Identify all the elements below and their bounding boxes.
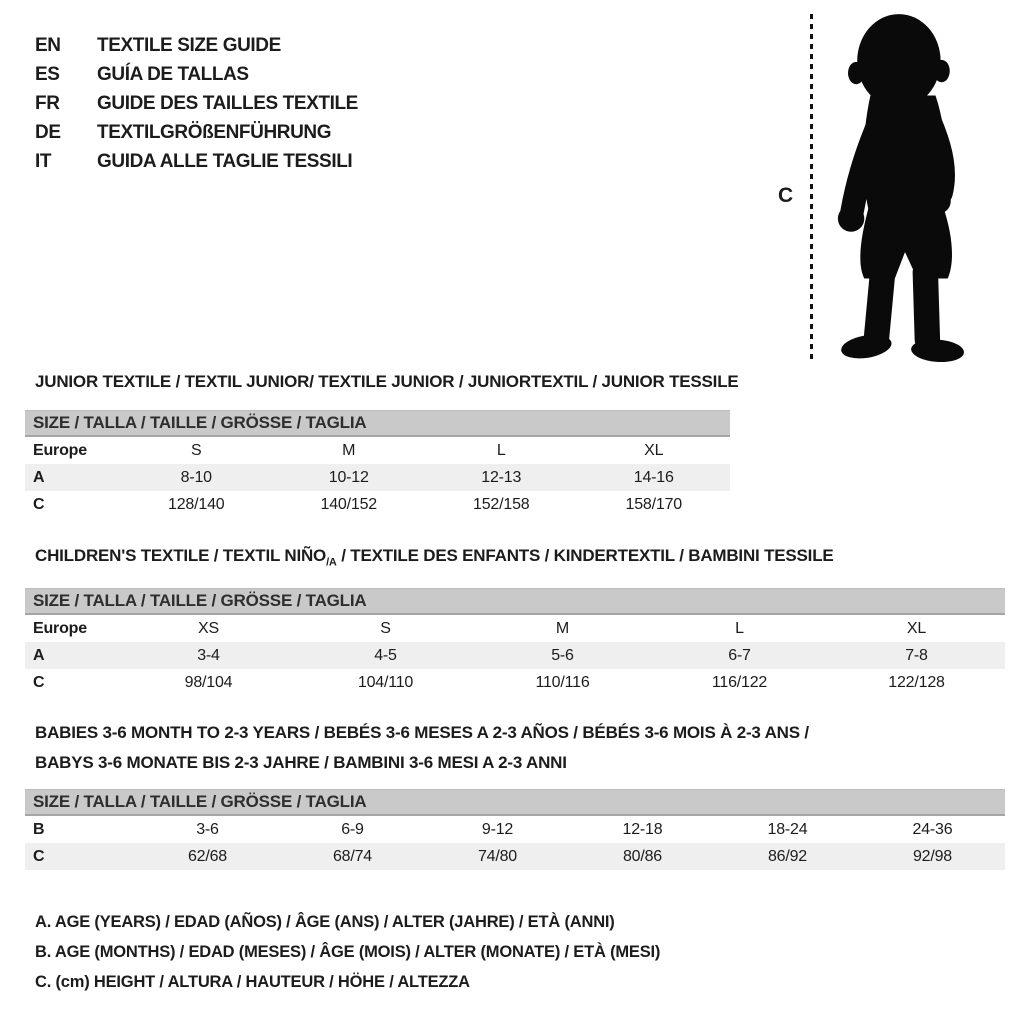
size-value: XS [198,619,219,637]
babies-size-table [25,789,1005,870]
age-value: 14-16 [633,468,674,486]
height-dotted-line [810,14,813,360]
children-title-sub: /A [326,556,337,569]
babies-section-title [35,723,809,783]
language-title: GUÍA DE TALLAS [97,63,249,85]
height-value: 92/98 [912,847,953,865]
age-value: 3-6 [196,820,219,838]
toddler-silhouette-icon [820,10,990,366]
table-row-age-months [25,816,1005,843]
table-row-height [25,491,730,518]
age-value: 5-6 [551,646,574,664]
height-value: 98/104 [184,673,233,691]
children-section-title [35,546,834,568]
size-value: S [380,619,391,637]
height-value: 80/86 [622,847,663,865]
row-label: C [33,847,45,865]
size-value: XL [906,619,927,637]
language-title: TEXTILGRÖßENFÜHRUNG [97,121,332,143]
language-code: ES [35,63,60,85]
babies-title-line1: BABIES 3-6 MONTH TO 2-3 YEARS / BEBÉS 3-6 MESES A 2-3 AÑOS / BÉBÉS 3-6 MOIS À 2-3 ANS / [35,723,809,742]
junior-size-table [25,410,730,518]
language-title: GUIDE DES TAILLES TEXTILE [97,92,358,114]
size-value: M [555,619,570,637]
age-value: 9-12 [481,820,514,838]
table-row-height [25,669,1005,696]
measurement-legend [35,913,660,1003]
children-size-table [25,588,1005,696]
height-value: 86/92 [767,847,808,865]
size-value: M [342,441,356,459]
age-value: 12-18 [622,820,663,838]
language-row-it [35,147,358,176]
language-list [35,31,358,176]
row-label: C [33,673,45,691]
row-label: C [33,495,45,513]
language-code: DE [35,121,61,143]
language-code: EN [35,34,61,56]
row-label: Europe [33,441,87,459]
height-value: 140/152 [320,495,377,513]
size-header-text: SIZE / TALLA / TAILLE / GRÖSSE / TAGLIA [33,591,367,610]
size-value: L [496,441,506,459]
size-value: L [735,619,744,637]
junior-section-title: JUNIOR TEXTILE / TEXTIL JUNIOR/ TEXTILE JUNIOR / JUNIORTEXTIL / JUNIOR TESSILE [35,372,739,391]
children-title-pre: CHILDREN'S TEXTILE / TEXTIL NIÑO [35,546,327,565]
age-value: 8-10 [180,468,212,486]
age-value: 7-8 [905,646,928,664]
table-row-europe [25,437,730,464]
legend-age-years: A. AGE (YEARS) / EDAD (AÑOS) / ÂGE (ANS) / ALTER (JAHRE) / ETÀ (ANNI) [35,913,615,931]
height-value: 68/74 [332,847,373,865]
table-row-age [25,464,730,491]
age-value: 4-5 [374,646,397,664]
size-value: S [191,441,202,459]
height-value: 116/122 [711,673,768,691]
size-value: XL [644,441,664,459]
size-header-bar [25,410,730,437]
children-title-post: / TEXTILE DES ENFANTS / KINDERTEXTIL / BAMBINI TESSILE [336,546,834,565]
row-label: A [33,468,45,486]
figure-area [770,8,1010,368]
language-row-fr [35,89,358,118]
size-header-text: SIZE / TALLA / TAILLE / GRÖSSE / TAGLIA [33,413,367,432]
height-value: 122/128 [888,673,945,691]
height-value: 62/68 [187,847,228,865]
height-value: 104/110 [357,673,414,691]
size-header-text: SIZE / TALLA / TAILLE / GRÖSSE / TAGLIA [33,792,367,811]
height-value: 110/116 [535,673,590,691]
height-value: 74/80 [477,847,518,865]
age-value: 3-4 [197,646,220,664]
language-row-en [35,31,358,60]
language-title: GUIDA ALLE TAGLIE TESSILI [97,150,353,172]
language-row-es [35,60,358,89]
height-value: 128/140 [168,495,225,513]
size-header-bar [25,588,1005,615]
language-code: IT [35,150,52,172]
table-row-europe [25,615,1005,642]
size-header-bar [25,789,1005,816]
legend-height-cm: C. (cm) HEIGHT / ALTURA / HAUTEUR / HÖHE / ALTEZZA [35,973,470,991]
babies-title-line2: BABYS 3-6 MONATE BIS 2-3 JAHRE / BAMBINI 3-6 MESI A 2-3 ANNI [35,753,567,772]
language-row-de [35,118,358,147]
age-value: 24-36 [912,820,953,838]
row-label: A [33,646,45,664]
age-value: 10-12 [328,468,369,486]
table-row-age [25,642,1005,669]
height-value: 152/158 [473,495,530,513]
legend-age-months: B. AGE (MONTHS) / EDAD (MESES) / ÂGE (MOIS) / ALTER (MONATE) / ETÀ (MESI) [35,943,661,961]
table-row-height [25,843,1005,870]
language-title: TEXTILE SIZE GUIDE [97,34,281,56]
language-code: FR [35,92,60,114]
row-label: B [33,820,45,838]
age-value: 18-24 [767,820,808,838]
row-label: Europe [33,619,87,637]
height-value: 158/170 [625,495,682,513]
height-measure-label: C [778,184,794,207]
age-value: 6-7 [728,646,751,664]
age-value: 6-9 [341,820,364,838]
age-value: 12-13 [481,468,522,486]
